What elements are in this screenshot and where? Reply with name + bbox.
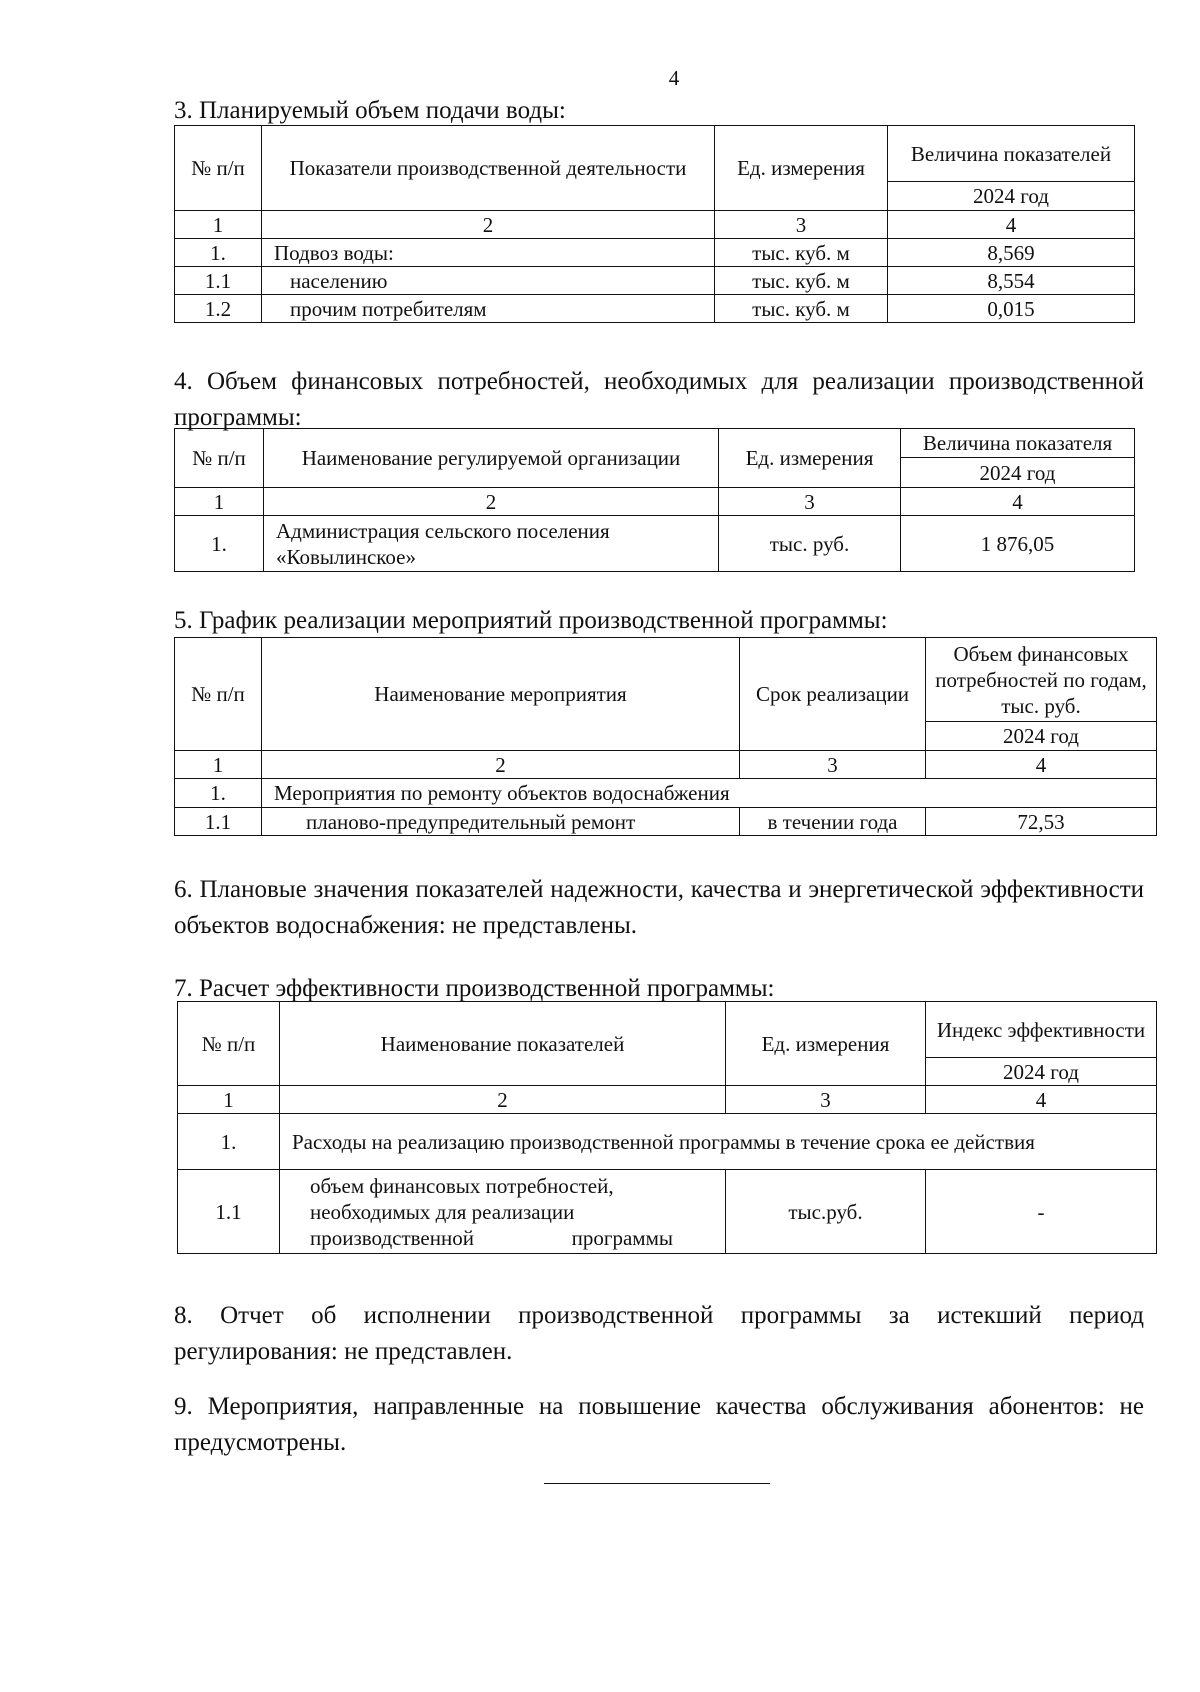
header-num: № п/п <box>175 429 264 488</box>
col-number: 2 <box>262 211 715 239</box>
header-num: № п/п <box>178 1002 280 1086</box>
row-value: - <box>926 1170 1157 1254</box>
header-year: 2024 год <box>926 722 1157 751</box>
header-value: Величина показателя <box>901 429 1135 458</box>
table-row <box>178 1170 1157 1254</box>
row-value: 72,53 <box>926 808 1157 836</box>
header-year: 2024 год <box>888 182 1135 211</box>
row-value: 0,015 <box>888 295 1135 323</box>
header-name: Наименование регулируемой организации <box>264 429 719 488</box>
row-num: 1.2 <box>175 295 262 323</box>
water-supply-table <box>174 125 1135 323</box>
header-unit: Ед. измерения <box>715 126 888 211</box>
header-name: Наименование показателей <box>280 1002 726 1086</box>
header-value: Величина показателей <box>888 126 1135 182</box>
header-unit: Ед. измерения <box>719 429 901 488</box>
schedule-table <box>174 637 1157 836</box>
header-year: 2024 год <box>926 1058 1157 1086</box>
table-row <box>175 779 1157 808</box>
row-num: 1. <box>175 239 262 267</box>
row-term: в течении года <box>740 808 926 836</box>
row-num: 1.1 <box>178 1170 280 1254</box>
header-num: № п/п <box>175 126 262 211</box>
closing-rule <box>544 1483 770 1484</box>
efficiency-table <box>177 1001 1157 1254</box>
col-number: 3 <box>715 211 888 239</box>
col-number: 3 <box>719 488 901 516</box>
row-name: Мероприятия по ремонту объектов водоснабжения <box>262 779 1157 808</box>
header-year: 2024 год <box>901 458 1135 488</box>
header-value: Объем финансовых потребностей по годам, тыс. руб. <box>926 638 1157 722</box>
header-name: Наименование мероприятия <box>262 638 740 751</box>
row-name: объем финансовых потребностей, необходимых для реализации производственной программы <box>280 1170 726 1254</box>
row-name: Администрация сельского поселения «Ковылинское» <box>264 516 719 572</box>
row-unit: тыс.руб. <box>726 1170 926 1254</box>
col-number: 1 <box>178 1086 280 1114</box>
table-row <box>175 295 1135 323</box>
row-name: Расходы на реализацию производственной программы в течение срока ее действия <box>280 1114 1157 1170</box>
section7-title: 7. Расчет эффективности производственной программы: <box>174 975 775 1002</box>
header-name: Показатели производственной деятельности <box>262 126 715 211</box>
header-num: № п/п <box>175 638 262 751</box>
table-row <box>175 808 1157 836</box>
table-row <box>175 267 1135 295</box>
page-number: 4 <box>668 66 680 90</box>
row-num: 1. <box>175 516 264 572</box>
row-name: населению <box>262 267 715 295</box>
section4-title: 4. Объем финансовых потребностей, необходимых для реализации производственной программы: <box>174 368 1144 431</box>
row-unit: тыс. куб. м <box>715 239 888 267</box>
col-number: 2 <box>264 488 719 516</box>
col-number: 1 <box>175 211 262 239</box>
row-value: 1 876,05 <box>901 516 1135 572</box>
table-row <box>175 516 1135 572</box>
row-name: планово-предупредительный ремонт <box>262 808 740 836</box>
col-number: 4 <box>926 751 1157 779</box>
row-num: 1.1 <box>175 808 262 836</box>
row-unit: тыс. куб. м <box>715 295 888 323</box>
col-number: 4 <box>888 211 1135 239</box>
col-number: 1 <box>175 751 262 779</box>
row-name: Подвоз воды: <box>262 239 715 267</box>
row-name: прочим потребителям <box>262 295 715 323</box>
financial-needs-table <box>174 428 1135 572</box>
section8-text: 8. Отчет об исполнении производственной программы за истекший период регулирования: не представлен. <box>174 1302 1144 1365</box>
row-num: 1. <box>178 1114 280 1170</box>
section5-title: 5. График реализации мероприятий производственной программы: <box>174 607 888 634</box>
section9-text: 9. Мероприятия, направленные на повышение качества обслуживания абонентов: не предусмотрены. <box>174 1393 1144 1456</box>
col-number: 2 <box>262 751 740 779</box>
col-number: 3 <box>726 1086 926 1114</box>
table-row <box>175 239 1135 267</box>
section6-text: 6. Плановые значения показателей надежности, качества и энергетической эффективности объектов водоснабжения: не представлены. <box>174 876 1144 939</box>
col-number: 2 <box>280 1086 726 1114</box>
header-unit: Ед. измерения <box>726 1002 926 1086</box>
col-number: 4 <box>901 488 1135 516</box>
table-row <box>178 1114 1157 1170</box>
row-unit: тыс. руб. <box>719 516 901 572</box>
col-number: 1 <box>175 488 264 516</box>
col-number: 3 <box>740 751 926 779</box>
row-unit: тыс. куб. м <box>715 267 888 295</box>
header-term: Срок реализации <box>740 638 926 751</box>
row-num: 1. <box>175 779 262 808</box>
col-number: 4 <box>926 1086 1157 1114</box>
row-value: 8,554 <box>888 267 1135 295</box>
row-value: 8,569 <box>888 239 1135 267</box>
row-num: 1.1 <box>175 267 262 295</box>
header-value: Индекс эффективности <box>926 1002 1157 1058</box>
section3-title: 3. Планируемый объем подачи воды: <box>174 97 566 124</box>
